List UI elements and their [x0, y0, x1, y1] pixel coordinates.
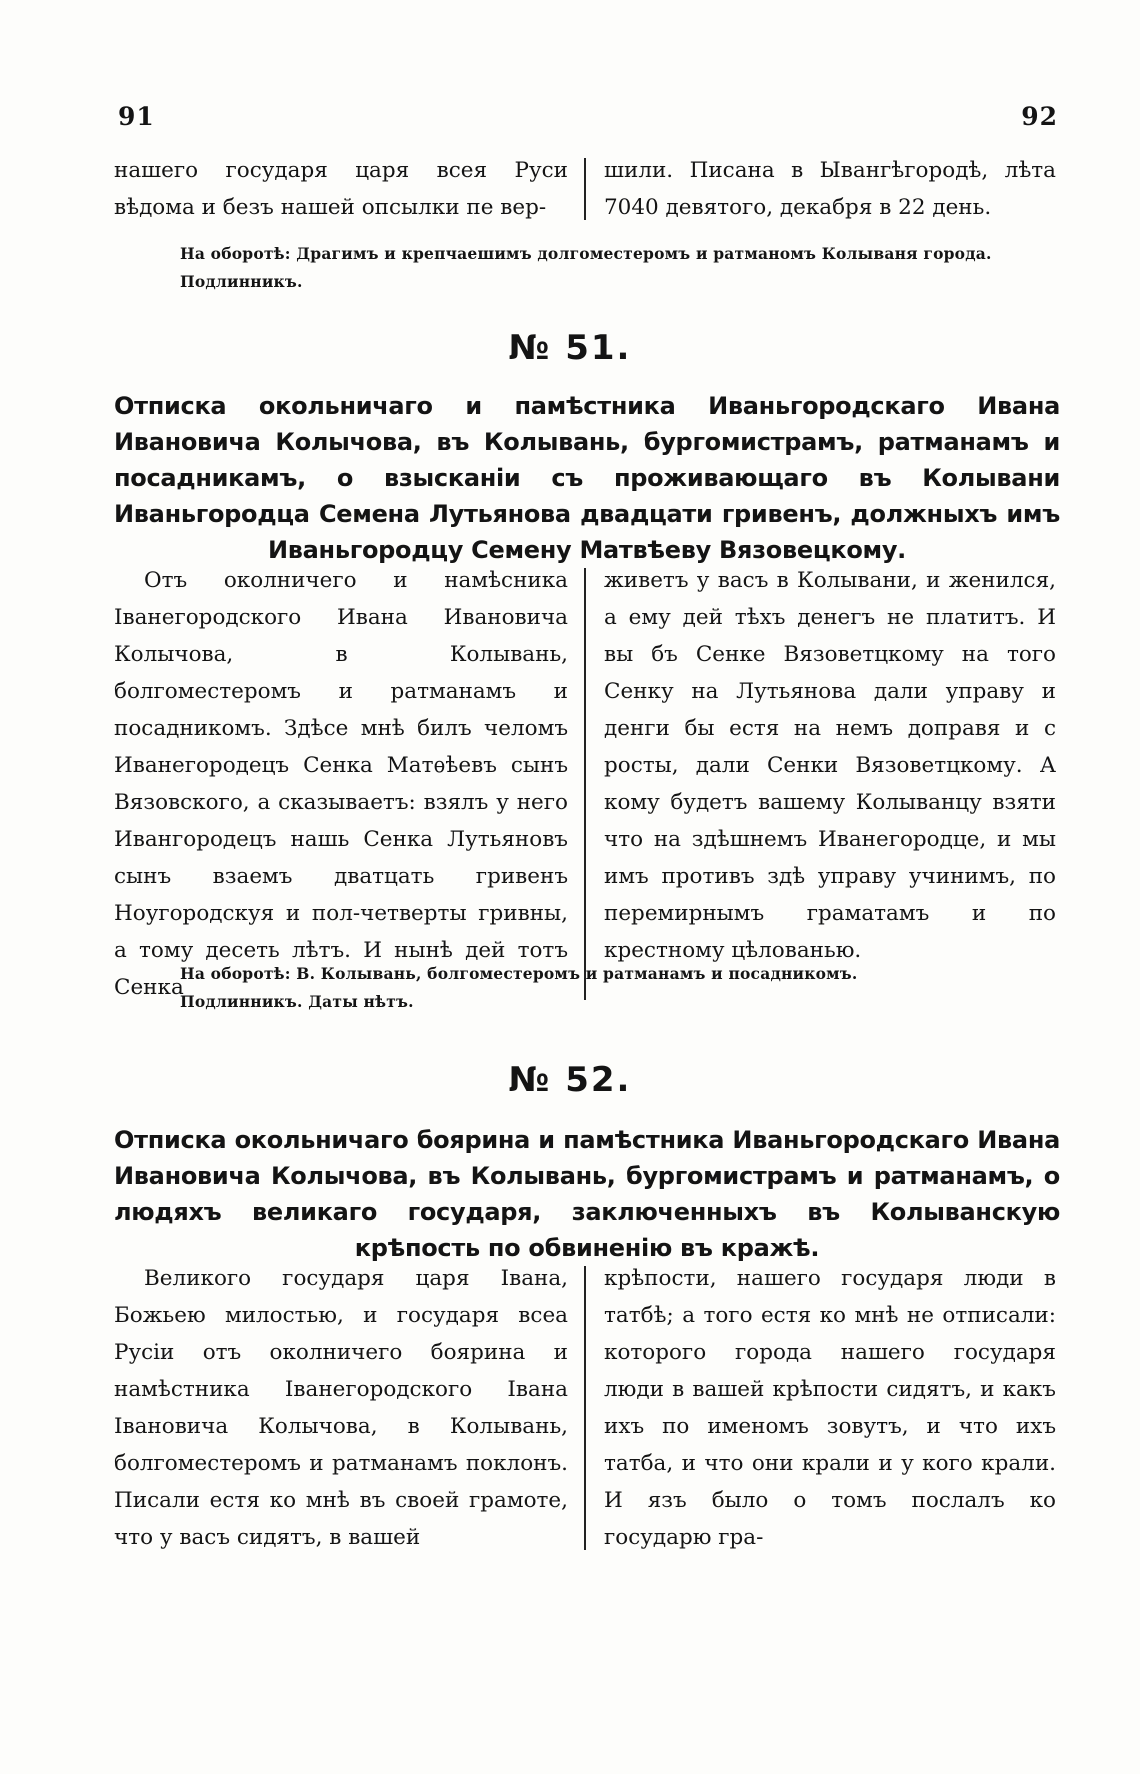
doc52-number: № 52. — [508, 1060, 632, 1100]
doc52-left-column — [114, 1260, 584, 1556]
doc51-note-line1: На оборотѣ: В. Колывань, болгоместеромъ и ратманамъ и посадникомъ. — [180, 964, 858, 983]
top-note-line2: Подлинникъ. — [180, 272, 303, 291]
top-fragment-right-text: шили. Писана в Ывангѣгородѣ, лѣта 7040 девятого, декабря в 22 день. — [604, 158, 1056, 220]
doc51-left-column — [114, 562, 584, 1006]
doc52-left-text: Великого государя царя Івана, Божьею милостью, и государя всеа Русіи отъ околничего боярина и намѣстника Іванегородского Івана Івановича Колычова, в Колывань, болгоместеромъ и ратманамъ поклонъ. Писали естя ко мнѣ въ своей грамоте, что у васъ сидятъ, в вашей — [114, 1266, 568, 1550]
top-fragment-left-text: нашего государя царя всея Руси вѣдома и безъ нашей опсылки пе вер- — [114, 158, 568, 220]
doc51-left-text: Отъ околничего и намѣсника Іванегородского Ивана Ивановича Колычова, в Колывань, болгоместеромъ и ратманамъ и посадникомъ. Здѣсе мнѣ билъ челомъ Иванегородецъ Сенка Матѳѣевъ сынъ Вязовского, а сказываетъ: взялъ у него Ивангородецъ нашь Сенка Лутьяновъ сынъ взаемъ дватцать гривенъ Ноугородскуя и пол-четверты гривны, а тому десеть лѣтъ. И нынѣ дей тотъ Сенка — [114, 568, 568, 1000]
page-number-left: 91 — [118, 102, 155, 131]
top-fragment-right-column — [586, 152, 1056, 226]
top-note-line1: На оборотѣ: Драгимъ и крепчаешимъ долгоместеромъ и ратманомъ Колываня города. — [180, 244, 992, 263]
doc52-right-column — [586, 1260, 1056, 1556]
doc52-columns — [114, 1260, 1058, 1556]
doc51-right-text: живетъ у васъ в Колывани, и женился, а ему дей тѣхъ денегъ не платитъ. И вы бъ Сенке Вязоветцкому на того Сенку на Лутьянова дали управу и денги бы естя на немъ доправя и с росты, дали Сенки Вязоветцкому. А кому будетъ вашему Колыванцу взяти что на здѣшнемъ Иванегородце, и мы имъ противъ здѣ управу учинимъ, по перемирнымъ граматамъ и по крестному цѣлованью. — [604, 568, 1056, 963]
top-note — [180, 240, 1060, 296]
doc51-number: № 51. — [508, 328, 632, 368]
doc51-note-line2: Подлинникъ. Даты нѣтъ. — [180, 992, 414, 1011]
top-fragment-left-column — [114, 152, 584, 226]
doc51-columns — [114, 562, 1058, 1006]
doc51-note — [180, 960, 1060, 1016]
page-number-right: 92 — [1021, 102, 1058, 131]
doc52-heading: Отписка окольничаго боярина и памѣстника Иваньгородскаго Ивана Ивановича Колычова, въ Колывань, бургомистрамъ и ратманамъ, о людяхъ великаго государя, заключенныхъ въ Колыванскую крѣпость по обвиненію въ кражѣ. — [114, 1126, 1060, 1262]
doc51-right-column — [586, 562, 1056, 1006]
doc51-heading: Отписка окольничаго и памѣстника Иваньгородскаго Ивана Ивановича Колычова, въ Колывань, бургомистрамъ, ратманамъ и посадникамъ, о взысканіи съ проживающаго въ Колывани Иваньгородца Семена Лутьянова двадцати гривенъ, должныхъ имъ Иваньгородцу Семену Матвѣеву Вязовецкому. — [114, 392, 1060, 564]
doc52-right-text: крѣпости, нашего государя люди в татбѣ; а того естя ко мнѣ не отписали: которого города нашего государя люди в вашей крѣпости сидятъ, и какъ ихъ по именомъ зовутъ, и что ихъ татба, и что они крали и у кого крали. И язъ было о томъ послалъ ко государю гра- — [604, 1266, 1056, 1550]
top-fragment-columns — [114, 152, 1058, 226]
